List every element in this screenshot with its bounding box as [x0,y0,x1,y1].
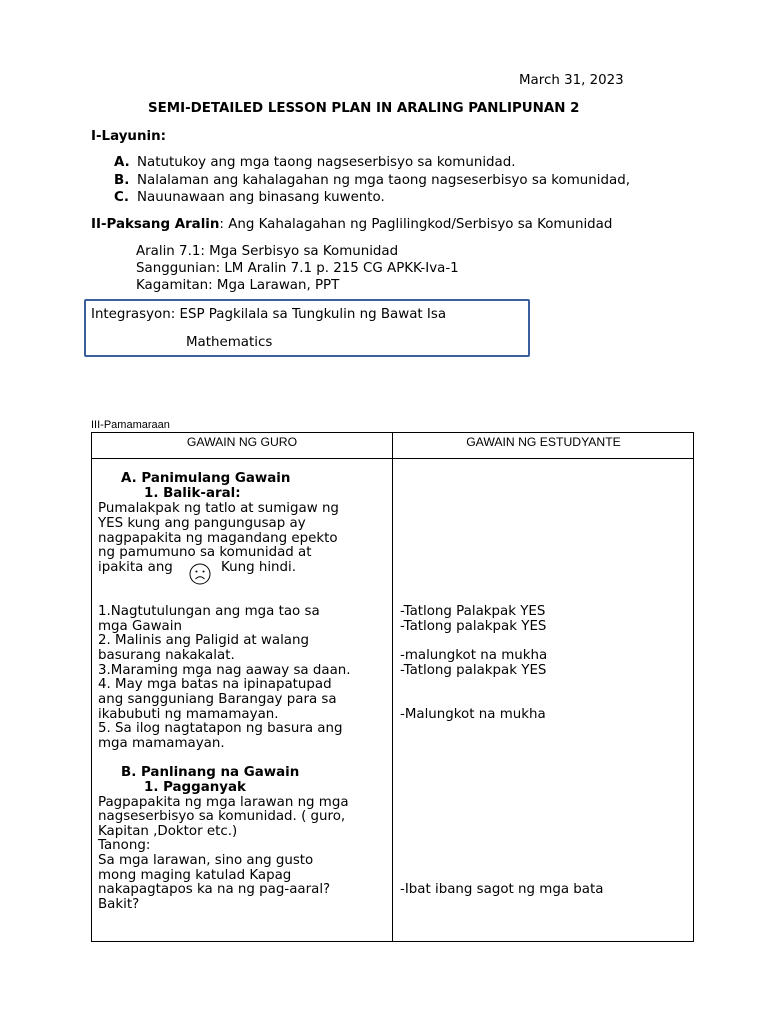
section-b-heading: B. Panlinang na Gawain [121,765,300,780]
statement-line: 3.Maraming mga nag aaway sa daan. [98,663,351,678]
objective-text: Nauunawaan ang binasang kuwento. [137,190,385,205]
layunin-heading: I-Layunin: [91,129,166,144]
integrasyon-subject: Mathematics [186,335,273,350]
pamamaraan-label: III-Pamamaraan [91,419,170,431]
pagganyak-line: Sa mga larawan, sino ang gusto [98,853,314,868]
pagganyak-line: Pagpapakita ng mga larawan ng mga [98,795,349,810]
lesson-date: March 31, 2023 [519,73,624,88]
statement-line: basurang nakakalat. [98,648,235,663]
instruction-line: Pumalakpak ng tatlo at sumigaw ng [98,501,339,516]
statement-line: mga mamamayan. [98,736,225,751]
student-response: -Ibat ibang sagot ng mga bata [400,882,604,897]
student-response: -Tatlong Palakpak YES [400,604,546,619]
pagganyak-line: Kapitan ,Doktor etc.) [98,824,238,839]
column-header-estudyante: GAWAIN NG ESTUDYANTE [466,435,621,449]
statement-line: 1.Nagtutulungan ang mga tao sa [98,604,320,619]
page-title: SEMI-DETAILED LESSON PLAN IN ARALING PANLIPUNAN 2 [148,101,580,116]
lesson-table [91,432,694,942]
pagganyak-line: mong maging katulad Kapag [98,868,292,883]
statement-line: ang sangguniang Barangay para sa [98,692,337,707]
instruction-line: nagpapakita ng magandang epekto [98,531,338,546]
sanggunian-line: Sanggunian: LM Aralin 7.1 p. 215 CG APKK-Iva-1 [136,261,459,276]
sad-face-icon [189,563,211,585]
objective-text: Natutukoy ang mga taong nagseserbisyo sa komunidad. [137,155,516,170]
pagganyak-heading: 1. Pagganyak [144,780,246,795]
student-response: -Tatlong palakpak YES [400,663,547,678]
pagganyak-line: nakapagtapos ka na ng pag-aaral? [98,882,331,897]
objective-b [114,173,630,188]
pagganyak-line: Tanong: [98,838,151,853]
section-a-heading: A. Panimulang Gawain [121,471,291,486]
instruction-line-a: ipakita ang [98,560,173,575]
objective-c [114,190,385,205]
pagganyak-line: nagseserbisyo sa komunidad. ( guro, [98,809,346,824]
instruction-line-b: Kung hindi. [221,560,297,575]
objective-text: Nalalaman ang kahalagahan ng mga taong nagseserbisyo sa komunidad, [137,173,630,188]
column-header-guro: GAWAIN NG GURO [186,435,298,449]
objective-letter: C. [114,190,129,205]
objective-letter: A. [114,155,130,170]
aralin-line: Aralin 7.1: Mga Serbisyo sa Komunidad [136,244,399,259]
student-response: -malungkot na mukha [400,648,548,663]
statement-line: ikabubuti ng mamamayan. [98,707,279,722]
column-divider [392,433,393,941]
objective-letter: B. [114,173,130,188]
student-response: -Malungkot na mukha [400,707,546,722]
objective-a [114,155,516,170]
paksang-aralin-label: II-Paksang Aralin [91,217,220,232]
integrasyon-line: Integrasyon: ESP Pagkilala sa Tungkulin ng Bawat Isa [91,307,447,322]
paksang-aralin [91,217,612,232]
student-response: -Tatlong palakpak YES [400,619,547,634]
kagamitan-line: Kagamitan: Mga Larawan, PPT [136,278,340,293]
instruction-line: ng pamumuno sa komunidad at [98,545,312,560]
statement-line: 5. Sa ilog nagtatapon ng basura ang [98,721,343,736]
instruction-line: YES kung ang pangungusap ay [98,516,306,531]
balik-aral-heading: 1. Balik-aral: [144,486,241,501]
pagganyak-line: Bakit? [98,897,140,912]
statement-line: mga Gawain [98,619,182,634]
paksang-aralin-value: : Ang Kahalagahan ng Paglilingkod/Serbisyo sa Komunidad [219,217,613,232]
statement-line: 2. Malinis ang Paligid at walang [98,633,310,648]
statement-line: 4. May mga batas na ipinapatupad [98,677,332,692]
